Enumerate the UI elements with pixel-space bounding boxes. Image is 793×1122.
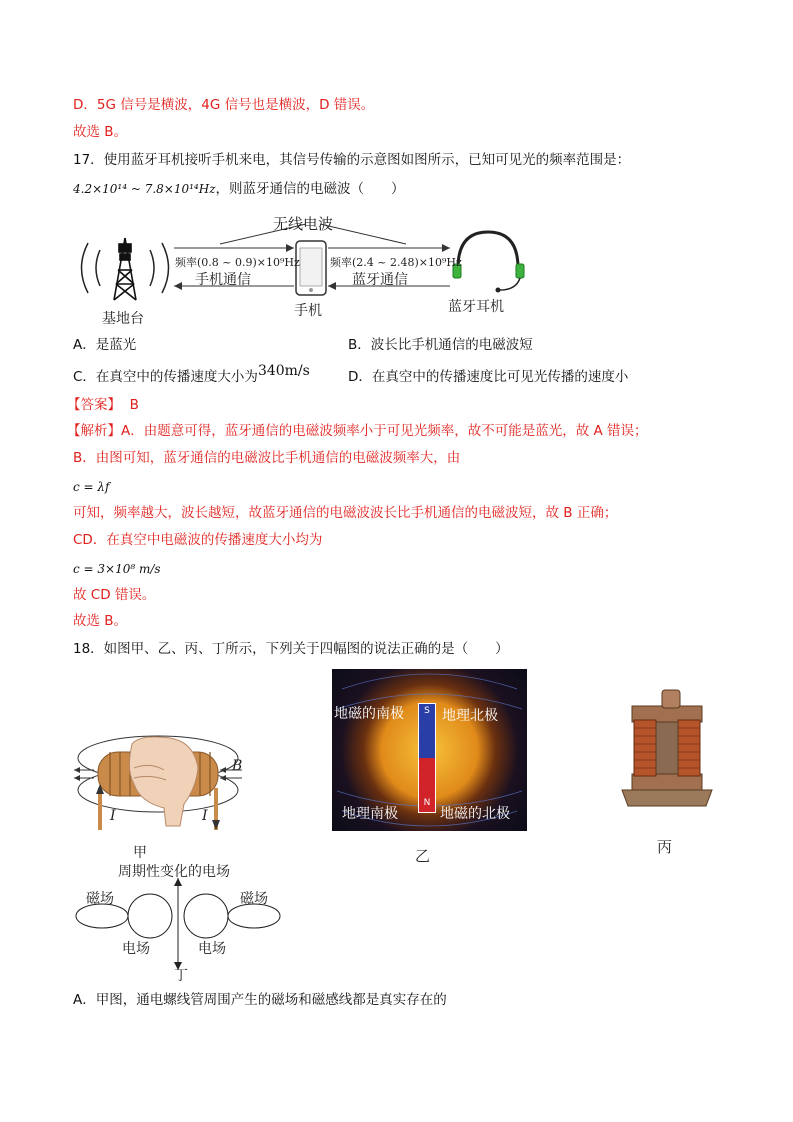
- magnet-s: S: [419, 704, 435, 758]
- label-phone-comm: 手机通信: [195, 272, 251, 288]
- q18-option-a: A．甲图，通电螺线管周围产生的磁场和磁感线都是真实存在的: [73, 992, 447, 1008]
- label-earphone: 蓝牙耳机: [448, 299, 504, 315]
- label-phone: 手机: [294, 303, 322, 319]
- ding-elec-right: 电场: [198, 941, 226, 957]
- bing-caption: 丙: [657, 838, 673, 856]
- q17-stem-line2: 4.2×10¹⁴ ~ 7.8×10¹⁴Hz，则蓝牙通信的电磁波（ ）: [73, 181, 405, 197]
- q17-analysis-b2: 可知，频率越大，波长越短，故蓝牙通信的电磁波波长比手机通信的电磁波短，故 B 正确；: [73, 505, 618, 521]
- ding-title: 周期性变化的电场: [118, 864, 230, 880]
- label-bt-comm: 蓝牙通信: [352, 272, 408, 288]
- q17-range: 4.2×10¹⁴ ~ 7.8×10¹⁴Hz: [73, 182, 216, 196]
- yi-caption: 乙: [415, 847, 431, 865]
- q17-option-b: B．波长比手机通信的电磁波短: [348, 337, 533, 353]
- q17-stem: 17．使用蓝牙耳机接听手机来电，其信号传输的示意图如图所示，已知可见光的频率范围是：: [73, 152, 631, 168]
- label-wireless: 无线电波: [273, 215, 334, 233]
- prev-option-d: D．5G 信号是横波，4G 信号也是横波，D 错误。: [73, 97, 375, 113]
- jia-b: B: [232, 758, 243, 774]
- jia-i-right: I: [202, 808, 208, 824]
- jia-i-left: I: [110, 808, 116, 824]
- label-base: 基地台: [102, 311, 144, 327]
- q17-answer: 【答案】 B: [67, 397, 139, 413]
- jia-caption: 甲: [133, 845, 147, 861]
- q17-option-c-value: 340m/s: [257, 363, 310, 379]
- label-freq-right: 频率(2.4 ~ 2.48)×10⁹Hz: [330, 256, 462, 269]
- ding-caption: 丁: [174, 968, 188, 984]
- q17-option-a: A．是蓝光: [73, 337, 137, 353]
- prev-conclusion: 故选 B。: [73, 124, 128, 140]
- q18-stem: 18．如图甲、乙、丙、丁所示，下列关于四幅图的说法正确的是（ ）: [73, 641, 509, 657]
- ding-elec-left: 电场: [122, 941, 150, 957]
- tower-icon: [114, 238, 136, 300]
- q17-analysis-a: 【解析】A．由题意可得，蓝牙通信的电磁波频率小于可见光频率，故不可能是蓝光，故 A 错误；: [67, 423, 648, 439]
- q17-analysis-cd: CD．在真空中电磁波的传播速度大小均为: [73, 532, 323, 548]
- fig-jia-solenoid: [70, 718, 250, 838]
- q17-formula-2: c = 3×10⁸ m/s: [73, 562, 161, 576]
- hand-icon: [129, 737, 198, 826]
- ding-mag-right: 磁场: [240, 891, 268, 907]
- q17-analysis-cd2: 故 CD 错误。: [73, 587, 156, 603]
- magnet-icon: [418, 703, 436, 813]
- yi-tr: 地理北极: [442, 708, 498, 724]
- ding-mag-left: 磁场: [86, 891, 114, 907]
- fig-yi-sun-photo: [332, 669, 527, 831]
- label-freq-left: 频率(0.8 ~ 0.9)×10⁹Hz: [175, 256, 300, 269]
- q17-conclusion: 故选 B。: [73, 613, 128, 629]
- q17-option-c: C．在真空中的传播速度大小为340m/s: [73, 363, 310, 385]
- q17-formula-1: c = λf: [73, 480, 110, 494]
- q17-option-d: D．在真空中的传播速度比可见光传播的速度小: [348, 369, 629, 385]
- magnet-n: N: [419, 758, 435, 812]
- yi-bl: 地理南极: [342, 806, 398, 822]
- headphone-icon: [453, 232, 524, 293]
- yi-br: 地磁的北极: [440, 806, 510, 822]
- yi-tl: 地磁的南极: [334, 706, 404, 722]
- q17-analysis-b: B．由图可知，蓝牙通信的电磁波比手机通信的电磁波频率大，由: [73, 450, 461, 466]
- fig-bing-transformer: [612, 688, 722, 814]
